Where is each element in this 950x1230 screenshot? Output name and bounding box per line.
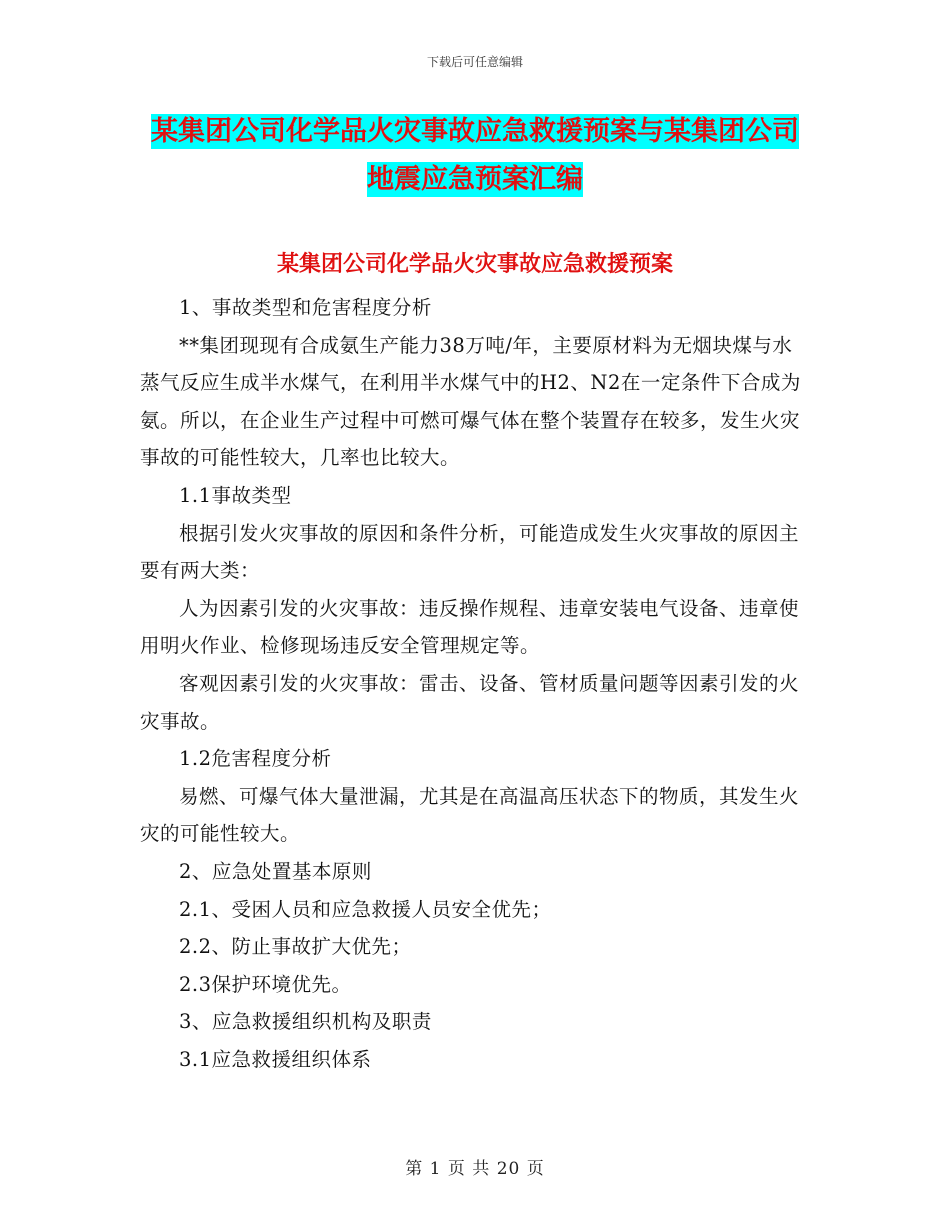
paragraph: 根据引发火灾事故的原因和条件分析，可能造成发生火灾事故的原因主要有两大类： [140,521,800,583]
paragraph: 1.2危害程度分析 [179,747,332,771]
paragraph: 3、应急救援组织机构及职责 [179,1010,432,1034]
paragraph: 易燃、可爆气体大量泄漏，尤其是在高温高压状态下的物质，其发生火灾的可能性较大。 [140,784,800,846]
document-main-title [140,108,810,204]
page-number-footer: 第 1 页 共 20 页 [405,1159,545,1179]
paragraph: 2、应急处置基本原则 [179,859,372,883]
section-title: 某集团公司化学品火灾事故应急救援预案 [276,252,673,277]
paragraph: 1.1事故类型 [179,483,292,507]
main-title-text: 某集团公司化学品火灾事故应急救援预案与某集团公司地震应急预案汇编 [151,116,799,195]
document-body [140,289,810,1078]
paragraph: 2.2、防止事故扩大优先； [179,935,412,959]
paragraph: **集团现现有合成氨生产能力38万吨/年，主要原材料为无烟块煤与水蒸气反应生成半水煤气，在利用半水煤气中的H2、N2在一定条件下合成为氨。所以，在企业生产过程中可燃可爆气体在整个装置存在较多，发生火灾事故的可能性较大，几率也比较大。 [140,333,801,470]
paragraph: 1、事故类型和危害程度分析 [179,296,432,319]
paragraph: 人为因素引发的火灾事故：违反操作规程、违章安装电气设备、违章使用明火作业、检修现场违反安全管理规定等。 [140,596,800,658]
paragraph: 客观因素引发的火灾事故：雷击、设备、管材质量问题等因素引发的火灾事故。 [140,671,800,733]
paragraph: 2.3保护环境优先。 [179,972,352,996]
paragraph: 3.1应急救援组织体系 [179,1047,372,1071]
paragraph: 2.1、受困人员和应急救援人员安全优先； [179,897,552,921]
page-header-note: 下载后可任意编辑 [426,55,523,69]
